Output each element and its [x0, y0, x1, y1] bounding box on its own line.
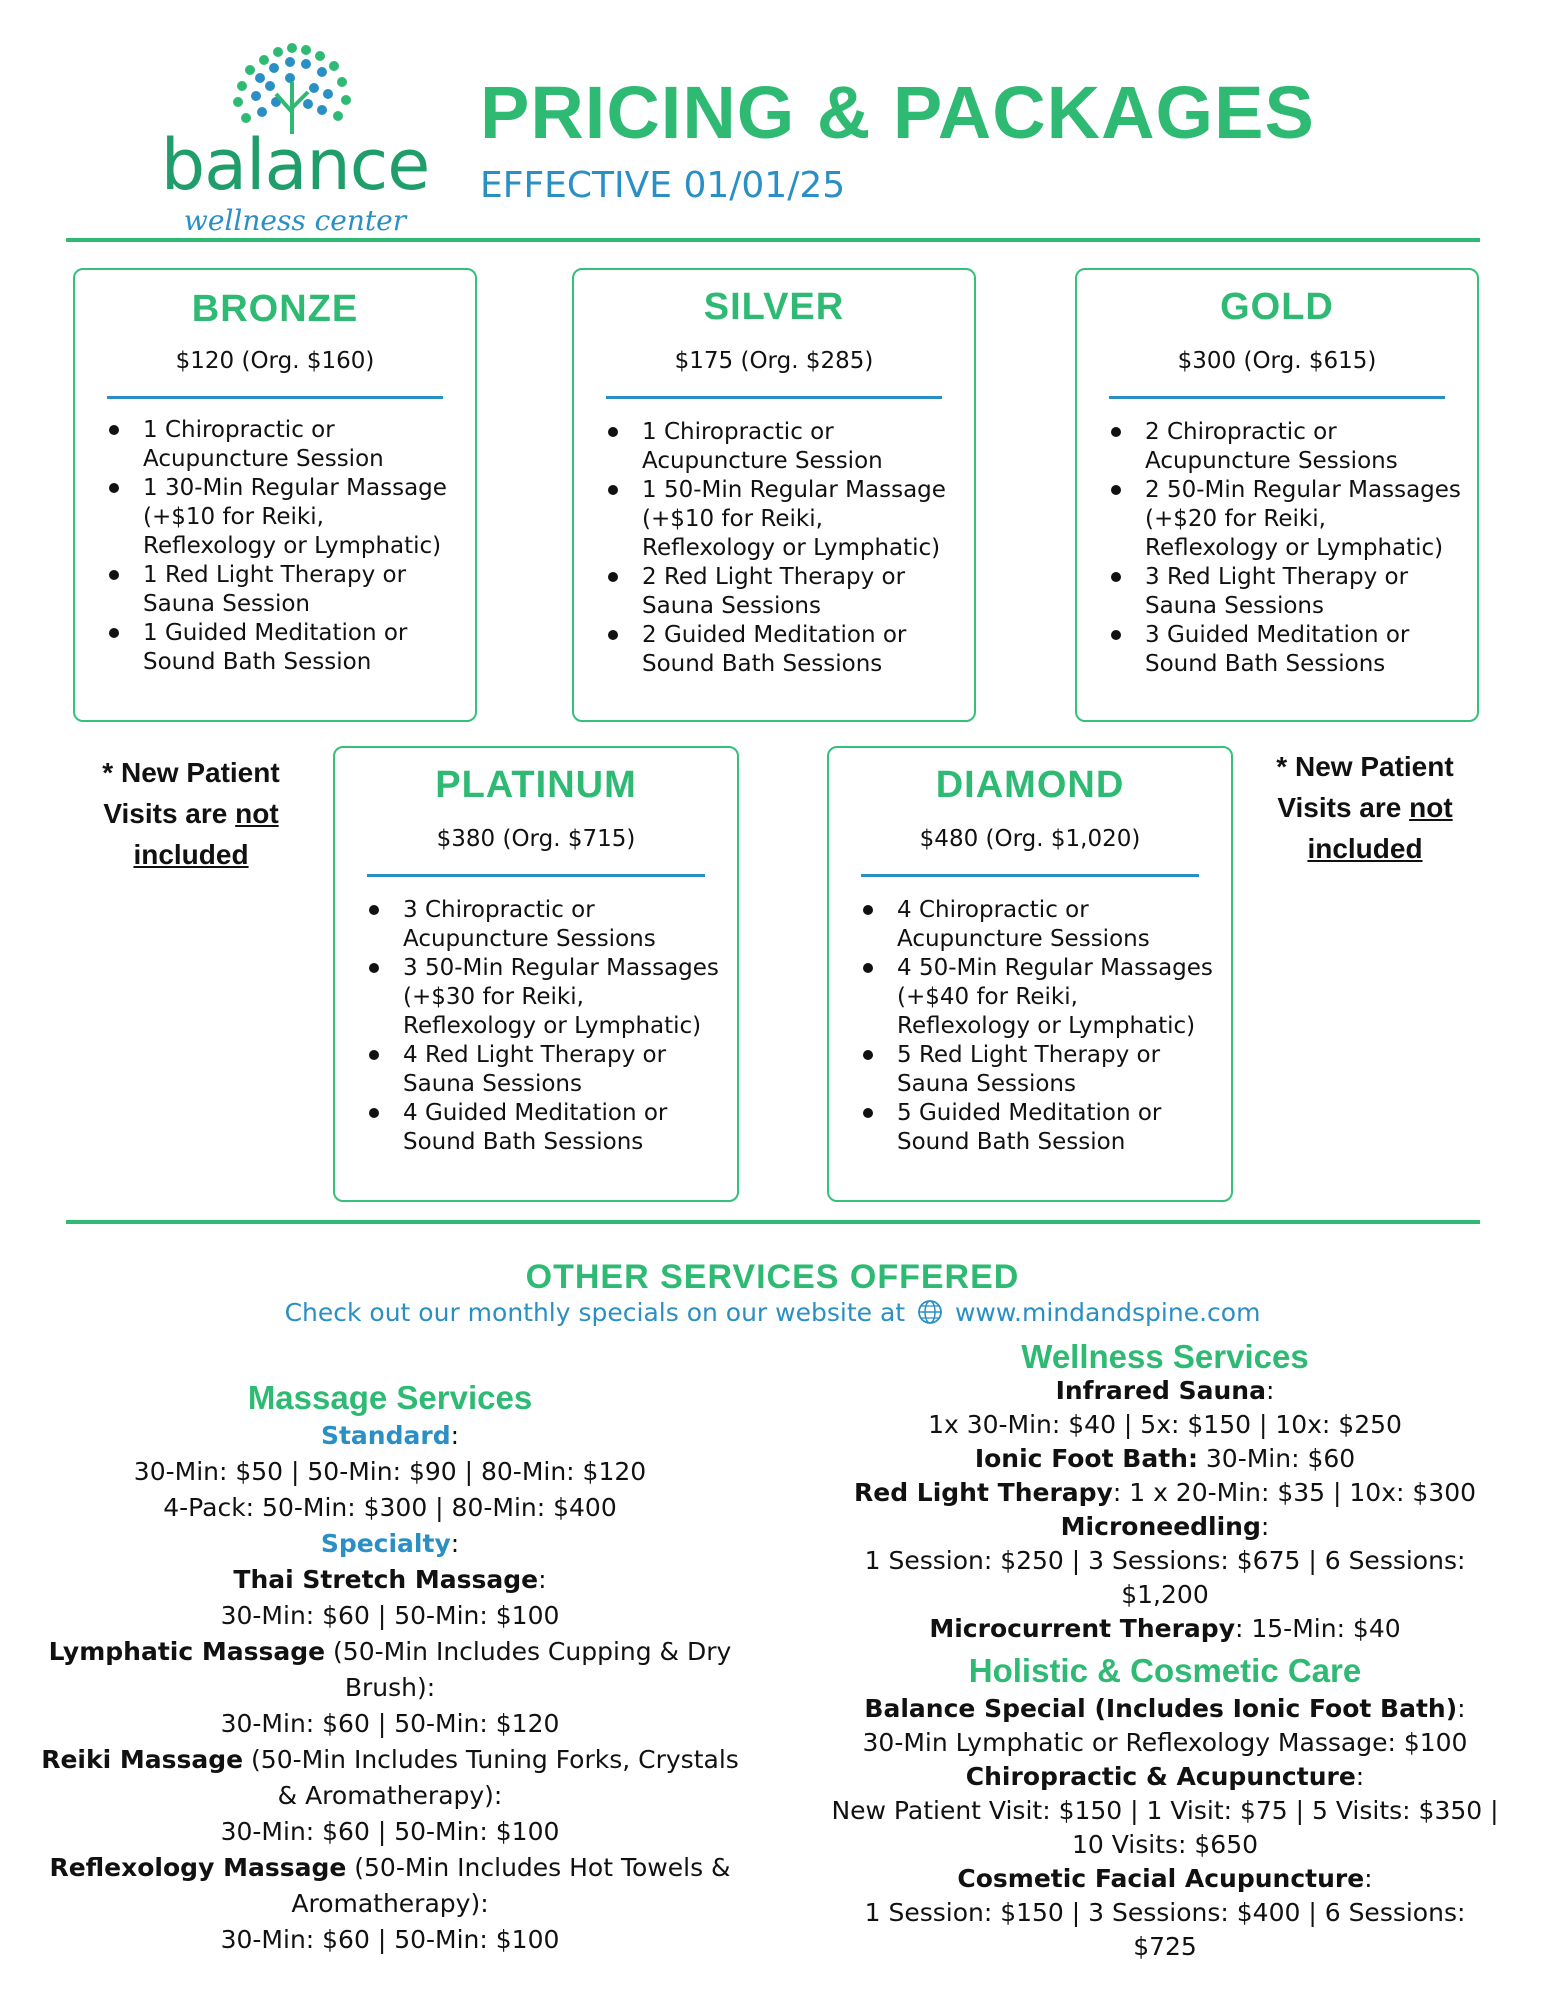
microneedling-name: Microneedling: [1060, 1512, 1261, 1541]
list-item: 4 Red Light Therapy or Sauna Sessions: [365, 1041, 723, 1099]
massage-services: Massage Services Standard: 30-Min: $50 | 50-Min: $90 | 80-Min: $120 4-Pack: 50-Min: $300 | 80-Min: $400 Specialty: Thai Stretch Massage: 30-Min: $60 | 50-Min: $100 Lymphatic Massage (50-Min Includes Cupping & Dry Brush): 30-Min: $60 | 50-Min: $120 Reiki Massage (50-Min Includes Tuning Forks, Crystals & Aromatherapy): 30-Min: $60 | 50-Min: $100 Reflexology Massage (50-Min Includes Hot Towels & Aromatherapy): 30-Min: $60 | 50-Min: $100: [40, 1380, 740, 1958]
list-item: 2 Red Light Therapy or Sauna Sessions: [604, 563, 960, 621]
reiki-prices: 30-Min: $60 | 50-Min: $100: [220, 1817, 560, 1846]
package-name: BRONZE: [191, 288, 359, 330]
effective-date: EFFECTIVE 01/01/25: [480, 165, 846, 206]
middle-divider: [66, 1220, 1480, 1224]
package-name: SILVER: [703, 286, 845, 328]
package-name: DIAMOND: [935, 764, 1125, 806]
list-item: 2 Chiropractic or Acupuncture Sessions: [1107, 418, 1463, 476]
thai-massage-name: Thai Stretch Massage: [233, 1565, 539, 1594]
other-services-title: OTHER SERVICES OFFERED: [525, 1258, 1020, 1296]
massage-services-title: Massage Services: [247, 1379, 533, 1416]
note-text: * New Patient Visits are: [102, 757, 280, 829]
chiro-acu-prices-1: New Patient Visit: $150 | 1 Visit: $75 | 5 Visits: $350 |: [831, 1796, 1499, 1825]
reiki-desc: (50-Min Includes Tuning Forks, Crystals: [251, 1745, 739, 1774]
infrared-sauna-prices: 1x 30-Min: $40 | 5x: $150 | 10x: $250: [928, 1410, 1402, 1439]
package-price: $380 (Org. $715): [436, 826, 636, 852]
brand-logo: [150, 42, 440, 237]
list-item: 3 Guided Meditation or Sound Bath Sessions: [1107, 621, 1463, 679]
new-patient-note-right: [1240, 746, 1490, 869]
brand-name: balance: [160, 124, 430, 206]
website-link[interactable]: www.mindandspine.com: [954, 1298, 1261, 1327]
note-emphasis: not included: [133, 798, 279, 870]
facial-acupuncture-name: Cosmetic Facial Acupuncture: [957, 1864, 1365, 1893]
list-item: 3 Chiropractic or Acupuncture Sessions: [365, 896, 723, 954]
reflexology-desc-2: Aromatherapy):: [291, 1889, 489, 1918]
list-item: 5 Red Light Therapy or Sauna Sessions: [859, 1041, 1217, 1099]
microcurrent-prices: : 15-Min: $40: [1235, 1614, 1401, 1643]
website-prompt: Check out our monthly specials on our website at: [284, 1298, 906, 1327]
specialty-label: Specialty: [320, 1529, 451, 1558]
list-item: 2 Guided Meditation or Sound Bath Sessions: [604, 621, 960, 679]
note-emphasis: not included: [1307, 792, 1453, 864]
microneedling-prices-1: 1 Session: $250 | 3 Sessions: $675 | 6 Sessions:: [864, 1546, 1466, 1575]
list-item: 4 50-Min Regular Massages (+$40 for Reiki, Reflexology or Lymphatic): [859, 954, 1217, 1041]
list-item: 3 50-Min Regular Massages (+$30 for Reiki, Reflexology or Lymphatic): [365, 954, 723, 1041]
balance-special-prices: 30-Min Lymphatic or Reflexology Massage: $100: [862, 1728, 1468, 1757]
standard-prices-1: 30-Min: $50 | 50-Min: $90 | 80-Min: $120: [133, 1457, 647, 1486]
list-item: 5 Guided Meditation or Sound Bath Session: [859, 1099, 1217, 1157]
facial-acupuncture-prices: 1 Session: $150 | 3 Sessions: $400 | 6 Sessions: $725: [864, 1898, 1466, 1961]
package-items: [365, 896, 723, 1157]
package-price: $300 (Org. $615): [1177, 348, 1377, 374]
package-card-bronze: [73, 268, 477, 722]
reiki-desc-2: & Aromatherapy):: [277, 1781, 503, 1810]
package-price: $480 (Org. $1,020): [919, 826, 1141, 852]
holistic-care-title: Holistic & Cosmetic Care: [968, 1652, 1362, 1689]
list-item: 4 Guided Meditation or Sound Bath Sessions: [365, 1099, 723, 1157]
list-item: 1 30-Min Regular Massage (+$10 for Reiki, Reflexology or Lymphatic): [105, 474, 461, 561]
brand-tagline: wellness center: [183, 204, 407, 237]
package-items: [859, 896, 1217, 1157]
ionic-foot-bath-prices: 30-Min: $60: [1205, 1444, 1356, 1473]
chiro-acu-name: Chiropractic & Acupuncture: [965, 1762, 1356, 1791]
page-title: PRICING & PACKAGES: [480, 71, 1315, 154]
list-item: 3 Red Light Therapy or Sauna Sessions: [1107, 563, 1463, 621]
list-item: 1 Red Light Therapy or Sauna Session: [105, 561, 461, 619]
package-name: PLATINUM: [435, 764, 637, 806]
lymphatic-desc-2: Brush):: [344, 1673, 436, 1702]
card-divider: [107, 396, 443, 399]
top-divider: [66, 238, 1480, 242]
card-divider: [367, 874, 705, 877]
thai-massage-prices: 30-Min: $60 | 50-Min: $100: [220, 1601, 560, 1630]
reiki-massage-name: Reiki Massage: [41, 1745, 244, 1774]
list-item: 1 Chiropractic or Acupuncture Session: [105, 416, 461, 474]
package-card-platinum: [333, 746, 739, 1202]
wellness-services-title: Wellness Services: [1021, 1338, 1309, 1375]
lymphatic-massage-name: Lymphatic Massage: [48, 1637, 326, 1666]
red-light-prices: : 1 x 20-Min: $35 | 10x: $300: [1112, 1478, 1477, 1507]
package-card-diamond: [827, 746, 1233, 1202]
globe-icon: [917, 1299, 943, 1325]
package-price: $120 (Org. $160): [175, 348, 375, 374]
note-text: * New Patient Visits are: [1276, 751, 1454, 823]
website-line: [0, 1298, 1545, 1327]
microcurrent-name: Microcurrent Therapy: [929, 1614, 1235, 1643]
list-item: 4 Chiropractic or Acupuncture Sessions: [859, 896, 1217, 954]
reflexology-prices: 30-Min: $60 | 50-Min: $100: [220, 1925, 560, 1954]
package-items: [1107, 418, 1463, 679]
card-divider: [1109, 396, 1445, 399]
reflexology-massage-name: Reflexology Massage: [49, 1853, 347, 1882]
package-price: $175 (Org. $285): [674, 348, 874, 374]
balance-special-name: Balance Special (Includes Ionic Foot Bath): [864, 1694, 1458, 1723]
red-light-name: Red Light Therapy: [853, 1478, 1113, 1507]
infrared-sauna-name: Infrared Sauna: [1055, 1376, 1266, 1405]
standard-prices-2: 4-Pack: 50-Min: $300 | 80-Min: $400: [163, 1493, 617, 1522]
package-name: GOLD: [1220, 286, 1334, 328]
list-item: 1 Chiropractic or Acupuncture Session: [604, 418, 960, 476]
chiro-acu-prices-2: 10 Visits: $650: [1071, 1830, 1259, 1859]
ionic-foot-bath-name: Ionic Foot Bath:: [974, 1444, 1198, 1473]
card-divider: [606, 396, 942, 399]
package-card-gold: [1075, 268, 1479, 722]
list-item: 1 Guided Meditation or Sound Bath Session: [105, 619, 461, 677]
card-divider: [861, 874, 1199, 877]
microneedling-prices-2: $1,200: [1121, 1580, 1209, 1609]
list-item: 2 50-Min Regular Massages (+$20 for Reiki, Reflexology or Lymphatic): [1107, 476, 1463, 563]
lymphatic-prices: 30-Min: $60 | 50-Min: $120: [220, 1709, 560, 1738]
standard-label: Standard: [320, 1421, 451, 1450]
list-item: 1 50-Min Regular Massage (+$10 for Reiki, Reflexology or Lymphatic): [604, 476, 960, 563]
package-card-silver: [572, 268, 976, 722]
package-items: [604, 418, 960, 679]
lymphatic-desc: (50-Min Includes Cupping & Dry: [333, 1637, 732, 1666]
wellness-services: Wellness Services Infrared Sauna: 1x 30-Min: $40 | 5x: $150 | 10x: $250 Ionic Foot Bath: 30-Min: $60 Red Light Therapy: 1 x 20-Min: $35 | 10x: $300 Microneedling: 1 Session: $250 | 3 Sessions: $675 | 6 Sessions: $1,200 Microcurrent Therapy: 15-Min: $40 Holistic & Cosmetic Care Balance Special (Includes Ionic Foot Bath): 30-Min Lymphatic or Reflexology Massage: $100 Chiropractic & Acupuncture: New Patient Visit: $150 | 1 Visit: $75 | 5 Visits: $350 | 10 Visits: $650 Cosmetic Facial Acupuncture: 1 Session: $150 | 3 Sessions: $400 | 6 Sessions: $725: [830, 1340, 1500, 1964]
new-patient-note-left: [66, 752, 316, 875]
package-items: [105, 416, 461, 677]
reflexology-desc: (50-Min Includes Hot Towels &: [354, 1853, 731, 1882]
